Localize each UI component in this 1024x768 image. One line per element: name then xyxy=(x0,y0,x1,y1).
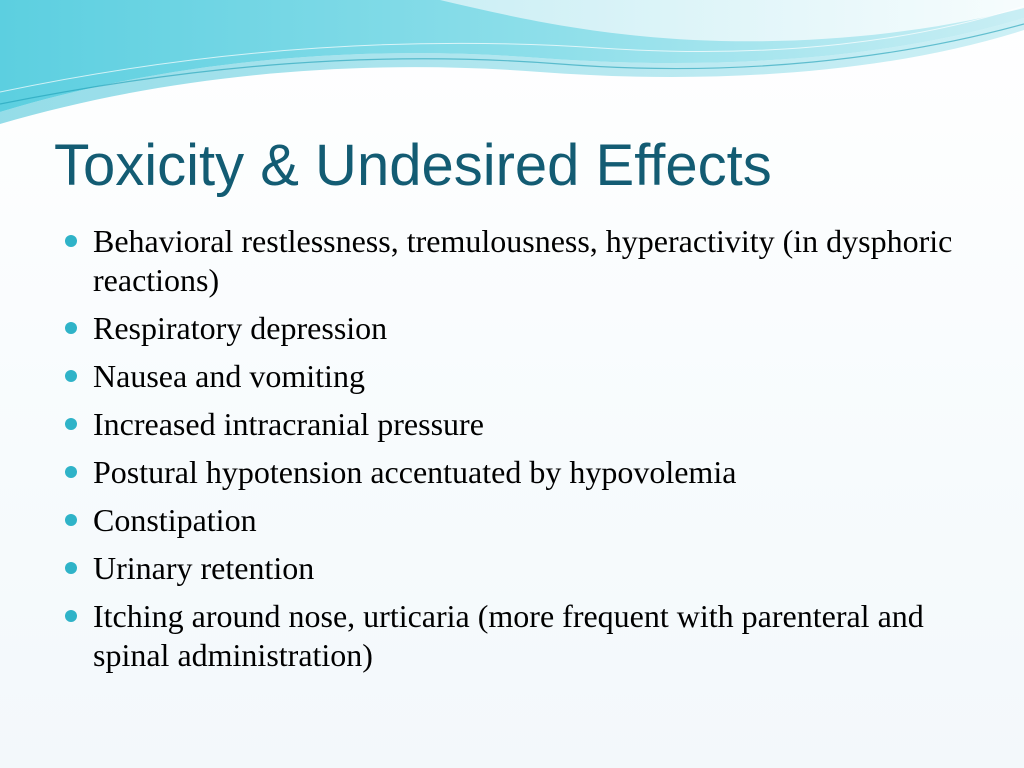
bullet-text: Urinary retention xyxy=(93,550,315,586)
bullet-dot-icon xyxy=(65,235,77,247)
bullet-item xyxy=(64,549,964,588)
bullet-item xyxy=(64,597,964,675)
bullet-dot-icon xyxy=(65,514,77,526)
bullet-text: Nausea and vomiting xyxy=(93,358,365,394)
bullet-item xyxy=(64,309,964,348)
bullet-text: Behavioral restlessness, tremulousness, hyperactivity (in dysphoric reactions) xyxy=(93,223,953,298)
bullet-text: Postural hypotension accentuated by hypovolemia xyxy=(93,454,737,490)
bullet-item xyxy=(64,453,964,492)
bullet-item xyxy=(64,501,964,540)
bullet-text: Constipation xyxy=(93,502,257,538)
bullet-item xyxy=(64,222,964,300)
bullet-dot-icon xyxy=(65,562,77,574)
slide-title: Toxicity & Undesired Effects xyxy=(54,133,772,198)
bullet-text: Increased intracranial pressure xyxy=(93,406,484,442)
bullet-dot-icon xyxy=(65,322,77,334)
decorative-wave-header xyxy=(0,0,1024,130)
bullet-text: Respiratory depression xyxy=(93,310,388,346)
bullet-list xyxy=(64,222,964,684)
bullet-item xyxy=(64,357,964,396)
bullet-dot-icon xyxy=(65,418,77,430)
bullet-dot-icon xyxy=(65,610,77,622)
bullet-item xyxy=(64,405,964,444)
bullet-text: Itching around nose, urticaria (more frequent with parenteral and spinal administration) xyxy=(93,598,924,673)
bullet-dot-icon xyxy=(65,466,77,478)
bullet-dot-icon xyxy=(65,370,77,382)
